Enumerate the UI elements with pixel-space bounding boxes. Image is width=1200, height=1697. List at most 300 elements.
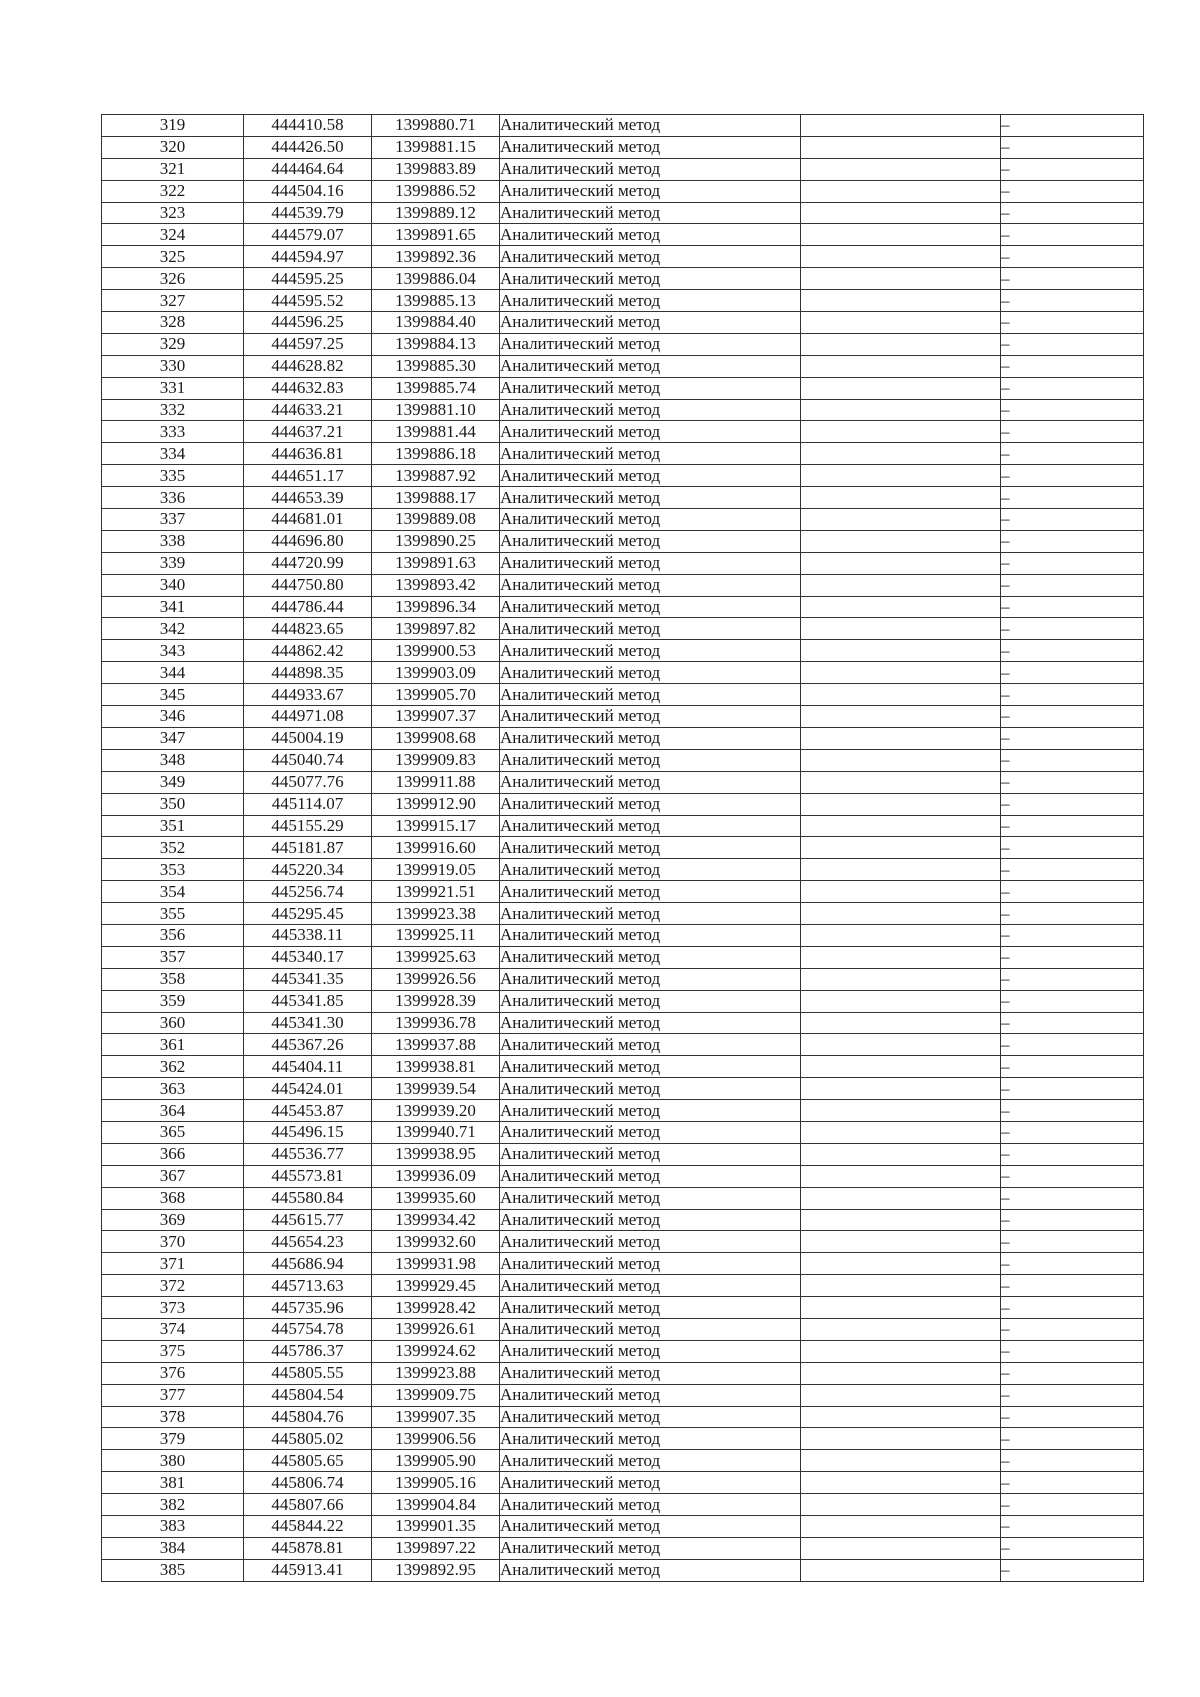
empty-cell [801, 1078, 1001, 1100]
y-coordinate-cell: 1399891.65 [372, 224, 500, 246]
x-coordinate-cell: 445155.29 [244, 815, 372, 837]
point-number-cell: 344 [102, 662, 244, 684]
empty-cell [801, 224, 1001, 246]
method-cell: Аналитический метод [500, 333, 801, 355]
y-coordinate-cell: 1399896.34 [372, 596, 500, 618]
y-coordinate-cell: 1399880.71 [372, 115, 500, 137]
dash-cell: – [1001, 903, 1144, 925]
x-coordinate-cell: 445844.22 [244, 1516, 372, 1538]
point-number-cell: 384 [102, 1537, 244, 1559]
method-cell: Аналитический метод [500, 399, 801, 421]
x-coordinate-cell: 444633.21 [244, 399, 372, 421]
method-cell: Аналитический метод [500, 1100, 801, 1122]
table-row [102, 1034, 1144, 1056]
empty-cell [801, 640, 1001, 662]
dash-cell: – [1001, 1209, 1144, 1231]
y-coordinate-cell: 1399911.88 [372, 771, 500, 793]
table-row [102, 640, 1144, 662]
dash-cell: – [1001, 1078, 1144, 1100]
x-coordinate-cell: 444862.42 [244, 640, 372, 662]
table-row [102, 837, 1144, 859]
x-coordinate-cell: 445804.54 [244, 1384, 372, 1406]
x-coordinate-cell: 445713.63 [244, 1275, 372, 1297]
y-coordinate-cell: 1399932.60 [372, 1231, 500, 1253]
method-cell: Аналитический метод [500, 202, 801, 224]
y-coordinate-cell: 1399928.42 [372, 1297, 500, 1319]
y-coordinate-cell: 1399907.35 [372, 1406, 500, 1428]
point-number-cell: 378 [102, 1406, 244, 1428]
empty-cell [801, 158, 1001, 180]
empty-cell [801, 180, 1001, 202]
empty-cell [801, 552, 1001, 574]
dash-cell: – [1001, 421, 1144, 443]
point-number-cell: 330 [102, 355, 244, 377]
dash-cell: – [1001, 859, 1144, 881]
y-coordinate-cell: 1399926.61 [372, 1318, 500, 1340]
x-coordinate-cell: 444786.44 [244, 596, 372, 618]
method-cell: Аналитический метод [500, 968, 801, 990]
table-row [102, 465, 1144, 487]
x-coordinate-cell: 444628.82 [244, 355, 372, 377]
method-cell: Аналитический метод [500, 1318, 801, 1340]
x-coordinate-cell: 445536.77 [244, 1143, 372, 1165]
point-number-cell: 376 [102, 1362, 244, 1384]
method-cell: Аналитический метод [500, 1078, 801, 1100]
table-row [102, 1450, 1144, 1472]
coordinates-table-body [102, 115, 1144, 1582]
y-coordinate-cell: 1399938.81 [372, 1056, 500, 1078]
x-coordinate-cell: 445805.55 [244, 1362, 372, 1384]
y-coordinate-cell: 1399921.51 [372, 881, 500, 903]
table-row [102, 1494, 1144, 1516]
x-coordinate-cell: 444594.97 [244, 246, 372, 268]
method-cell: Аналитический метод [500, 1253, 801, 1275]
method-cell: Аналитический метод [500, 552, 801, 574]
table-row [102, 618, 1144, 640]
method-cell: Аналитический метод [500, 1406, 801, 1428]
table-row [102, 1121, 1144, 1143]
y-coordinate-cell: 1399883.89 [372, 158, 500, 180]
method-cell: Аналитический метод [500, 1516, 801, 1538]
empty-cell [801, 924, 1001, 946]
x-coordinate-cell: 445453.87 [244, 1100, 372, 1122]
table-row [102, 1362, 1144, 1384]
x-coordinate-cell: 444595.25 [244, 268, 372, 290]
x-coordinate-cell: 444653.39 [244, 487, 372, 509]
dash-cell: – [1001, 1034, 1144, 1056]
empty-cell [801, 487, 1001, 509]
dash-cell: – [1001, 1056, 1144, 1078]
table-row [102, 268, 1144, 290]
y-coordinate-cell: 1399881.44 [372, 421, 500, 443]
dash-cell: – [1001, 640, 1144, 662]
y-coordinate-cell: 1399908.68 [372, 727, 500, 749]
dash-cell: – [1001, 377, 1144, 399]
method-cell: Аналитический метод [500, 1559, 801, 1581]
point-number-cell: 348 [102, 749, 244, 771]
point-number-cell: 349 [102, 771, 244, 793]
table-row [102, 136, 1144, 158]
y-coordinate-cell: 1399889.08 [372, 509, 500, 531]
table-row [102, 224, 1144, 246]
method-cell: Аналитический метод [500, 990, 801, 1012]
x-coordinate-cell: 444597.25 [244, 333, 372, 355]
x-coordinate-cell: 445686.94 [244, 1253, 372, 1275]
dash-cell: – [1001, 815, 1144, 837]
table-row [102, 881, 1144, 903]
dash-cell: – [1001, 312, 1144, 334]
table-row [102, 1384, 1144, 1406]
empty-cell [801, 1143, 1001, 1165]
method-cell: Аналитический метод [500, 443, 801, 465]
x-coordinate-cell: 444596.25 [244, 312, 372, 334]
table-row [102, 924, 1144, 946]
y-coordinate-cell: 1399892.95 [372, 1559, 500, 1581]
empty-cell [801, 968, 1001, 990]
empty-cell [801, 1494, 1001, 1516]
point-number-cell: 332 [102, 399, 244, 421]
point-number-cell: 335 [102, 465, 244, 487]
dash-cell: – [1001, 990, 1144, 1012]
empty-cell [801, 574, 1001, 596]
point-number-cell: 358 [102, 968, 244, 990]
point-number-cell: 372 [102, 1275, 244, 1297]
empty-cell [801, 990, 1001, 1012]
x-coordinate-cell: 445735.96 [244, 1297, 372, 1319]
dash-cell: – [1001, 1318, 1144, 1340]
dash-cell: – [1001, 180, 1144, 202]
point-number-cell: 352 [102, 837, 244, 859]
table-row [102, 1318, 1144, 1340]
table-row [102, 1516, 1144, 1538]
x-coordinate-cell: 445615.77 [244, 1209, 372, 1231]
empty-cell [801, 1362, 1001, 1384]
empty-cell [801, 946, 1001, 968]
dash-cell: – [1001, 1450, 1144, 1472]
method-cell: Аналитический метод [500, 1297, 801, 1319]
dash-cell: – [1001, 355, 1144, 377]
table-row [102, 727, 1144, 749]
point-number-cell: 375 [102, 1340, 244, 1362]
dash-cell: – [1001, 1253, 1144, 1275]
point-number-cell: 334 [102, 443, 244, 465]
y-coordinate-cell: 1399907.37 [372, 706, 500, 728]
table-row [102, 355, 1144, 377]
point-number-cell: 331 [102, 377, 244, 399]
empty-cell [801, 1559, 1001, 1581]
dash-cell: – [1001, 1187, 1144, 1209]
table-row [102, 1078, 1144, 1100]
x-coordinate-cell: 444750.80 [244, 574, 372, 596]
empty-cell [801, 815, 1001, 837]
point-number-cell: 370 [102, 1231, 244, 1253]
point-number-cell: 322 [102, 180, 244, 202]
x-coordinate-cell: 445805.65 [244, 1450, 372, 1472]
x-coordinate-cell: 444632.83 [244, 377, 372, 399]
point-number-cell: 361 [102, 1034, 244, 1056]
method-cell: Аналитический метод [500, 1340, 801, 1362]
method-cell: Аналитический метод [500, 749, 801, 771]
method-cell: Аналитический метод [500, 1494, 801, 1516]
point-number-cell: 343 [102, 640, 244, 662]
y-coordinate-cell: 1399885.30 [372, 355, 500, 377]
y-coordinate-cell: 1399938.95 [372, 1143, 500, 1165]
table-row [102, 859, 1144, 881]
x-coordinate-cell: 445496.15 [244, 1121, 372, 1143]
empty-cell [801, 596, 1001, 618]
y-coordinate-cell: 1399925.11 [372, 924, 500, 946]
point-number-cell: 360 [102, 1012, 244, 1034]
method-cell: Аналитический метод [500, 727, 801, 749]
empty-cell [801, 399, 1001, 421]
x-coordinate-cell: 445913.41 [244, 1559, 372, 1581]
method-cell: Аналитический метод [500, 268, 801, 290]
dash-cell: – [1001, 749, 1144, 771]
point-number-cell: 356 [102, 924, 244, 946]
table-row [102, 1559, 1144, 1581]
y-coordinate-cell: 1399893.42 [372, 574, 500, 596]
method-cell: Аналитический метод [500, 1450, 801, 1472]
point-number-cell: 324 [102, 224, 244, 246]
dash-cell: – [1001, 968, 1144, 990]
dash-cell: – [1001, 268, 1144, 290]
dash-cell: – [1001, 1012, 1144, 1034]
x-coordinate-cell: 445004.19 [244, 727, 372, 749]
method-cell: Аналитический метод [500, 706, 801, 728]
method-cell: Аналитический метод [500, 290, 801, 312]
dash-cell: – [1001, 552, 1144, 574]
x-coordinate-cell: 445654.23 [244, 1231, 372, 1253]
x-coordinate-cell: 445878.81 [244, 1537, 372, 1559]
table-row [102, 1012, 1144, 1034]
y-coordinate-cell: 1399923.88 [372, 1362, 500, 1384]
method-cell: Аналитический метод [500, 771, 801, 793]
y-coordinate-cell: 1399890.25 [372, 530, 500, 552]
method-cell: Аналитический метод [500, 465, 801, 487]
point-number-cell: 373 [102, 1297, 244, 1319]
y-coordinate-cell: 1399884.13 [372, 333, 500, 355]
empty-cell [801, 1406, 1001, 1428]
point-number-cell: 354 [102, 881, 244, 903]
x-coordinate-cell: 445754.78 [244, 1318, 372, 1340]
empty-cell [801, 136, 1001, 158]
x-coordinate-cell: 445341.85 [244, 990, 372, 1012]
method-cell: Аналитический метод [500, 1275, 801, 1297]
x-coordinate-cell: 445424.01 [244, 1078, 372, 1100]
dash-cell: – [1001, 1340, 1144, 1362]
x-coordinate-cell: 444823.65 [244, 618, 372, 640]
empty-cell [801, 1428, 1001, 1450]
dash-cell: – [1001, 706, 1144, 728]
table-row [102, 1231, 1144, 1253]
table-row [102, 706, 1144, 728]
table-row [102, 1537, 1144, 1559]
y-coordinate-cell: 1399912.90 [372, 793, 500, 815]
y-coordinate-cell: 1399897.82 [372, 618, 500, 640]
point-number-cell: 369 [102, 1209, 244, 1231]
empty-cell [801, 443, 1001, 465]
dash-cell: – [1001, 136, 1144, 158]
x-coordinate-cell: 444579.07 [244, 224, 372, 246]
table-row [102, 1297, 1144, 1319]
empty-cell [801, 662, 1001, 684]
point-number-cell: 351 [102, 815, 244, 837]
method-cell: Аналитический метод [500, 530, 801, 552]
dash-cell: – [1001, 465, 1144, 487]
table-row [102, 1253, 1144, 1275]
empty-cell [801, 1297, 1001, 1319]
empty-cell [801, 837, 1001, 859]
empty-cell [801, 771, 1001, 793]
x-coordinate-cell: 445804.76 [244, 1406, 372, 1428]
empty-cell [801, 1209, 1001, 1231]
empty-cell [801, 1516, 1001, 1538]
x-coordinate-cell: 445077.76 [244, 771, 372, 793]
y-coordinate-cell: 1399905.16 [372, 1472, 500, 1494]
empty-cell [801, 1537, 1001, 1559]
dash-cell: – [1001, 837, 1144, 859]
y-coordinate-cell: 1399928.39 [372, 990, 500, 1012]
dash-cell: – [1001, 399, 1144, 421]
dash-cell: – [1001, 1384, 1144, 1406]
empty-cell [801, 421, 1001, 443]
x-coordinate-cell: 444651.17 [244, 465, 372, 487]
point-number-cell: 320 [102, 136, 244, 158]
table-row [102, 1406, 1144, 1428]
dash-cell: – [1001, 530, 1144, 552]
empty-cell [801, 1056, 1001, 1078]
method-cell: Аналитический метод [500, 1187, 801, 1209]
empty-cell [801, 202, 1001, 224]
y-coordinate-cell: 1399915.17 [372, 815, 500, 837]
method-cell: Аналитический метод [500, 355, 801, 377]
dash-cell: – [1001, 924, 1144, 946]
x-coordinate-cell: 444720.99 [244, 552, 372, 574]
empty-cell [801, 793, 1001, 815]
dash-cell: – [1001, 1472, 1144, 1494]
method-cell: Аналитический метод [500, 946, 801, 968]
empty-cell [801, 1121, 1001, 1143]
table-row [102, 399, 1144, 421]
table-row [102, 180, 1144, 202]
dash-cell: – [1001, 1275, 1144, 1297]
point-number-cell: 385 [102, 1559, 244, 1581]
x-coordinate-cell: 444426.50 [244, 136, 372, 158]
y-coordinate-cell: 1399939.54 [372, 1078, 500, 1100]
y-coordinate-cell: 1399888.17 [372, 487, 500, 509]
point-number-cell: 339 [102, 552, 244, 574]
table-row [102, 1143, 1144, 1165]
empty-cell [801, 1384, 1001, 1406]
empty-cell [801, 1187, 1001, 1209]
empty-cell [801, 1450, 1001, 1472]
dash-cell: – [1001, 727, 1144, 749]
empty-cell [801, 881, 1001, 903]
table-row [102, 530, 1144, 552]
empty-cell [801, 115, 1001, 137]
point-number-cell: 355 [102, 903, 244, 925]
dash-cell: – [1001, 1537, 1144, 1559]
point-number-cell: 379 [102, 1428, 244, 1450]
x-coordinate-cell: 444636.81 [244, 443, 372, 465]
point-number-cell: 359 [102, 990, 244, 1012]
x-coordinate-cell: 445040.74 [244, 749, 372, 771]
point-number-cell: 328 [102, 312, 244, 334]
method-cell: Аналитический метод [500, 618, 801, 640]
table-row [102, 771, 1144, 793]
empty-cell [801, 355, 1001, 377]
point-number-cell: 353 [102, 859, 244, 881]
y-coordinate-cell: 1399936.78 [372, 1012, 500, 1034]
y-coordinate-cell: 1399886.04 [372, 268, 500, 290]
y-coordinate-cell: 1399906.56 [372, 1428, 500, 1450]
table-row [102, 815, 1144, 837]
point-number-cell: 357 [102, 946, 244, 968]
table-row [102, 421, 1144, 443]
empty-cell [801, 1275, 1001, 1297]
method-cell: Аналитический метод [500, 136, 801, 158]
empty-cell [801, 1472, 1001, 1494]
y-coordinate-cell: 1399886.18 [372, 443, 500, 465]
dash-cell: – [1001, 596, 1144, 618]
point-number-cell: 321 [102, 158, 244, 180]
point-number-cell: 383 [102, 1516, 244, 1538]
table-row [102, 1472, 1144, 1494]
y-coordinate-cell: 1399934.42 [372, 1209, 500, 1231]
empty-cell [801, 727, 1001, 749]
method-cell: Аналитический метод [500, 158, 801, 180]
y-coordinate-cell: 1399935.60 [372, 1187, 500, 1209]
table-row [102, 1056, 1144, 1078]
method-cell: Аналитический метод [500, 903, 801, 925]
y-coordinate-cell: 1399887.92 [372, 465, 500, 487]
method-cell: Аналитический метод [500, 859, 801, 881]
method-cell: Аналитический метод [500, 487, 801, 509]
method-cell: Аналитический метод [500, 1121, 801, 1143]
dash-cell: – [1001, 115, 1144, 137]
method-cell: Аналитический метод [500, 246, 801, 268]
x-coordinate-cell: 444410.58 [244, 115, 372, 137]
table-row [102, 990, 1144, 1012]
table-row [102, 487, 1144, 509]
point-number-cell: 325 [102, 246, 244, 268]
x-coordinate-cell: 444464.64 [244, 158, 372, 180]
table-row [102, 793, 1144, 815]
dash-cell: – [1001, 946, 1144, 968]
y-coordinate-cell: 1399903.09 [372, 662, 500, 684]
point-number-cell: 342 [102, 618, 244, 640]
method-cell: Аналитический метод [500, 1012, 801, 1034]
empty-cell [801, 706, 1001, 728]
method-cell: Аналитический метод [500, 640, 801, 662]
empty-cell [801, 1012, 1001, 1034]
y-coordinate-cell: 1399931.98 [372, 1253, 500, 1275]
dash-cell: – [1001, 574, 1144, 596]
table-row [102, 684, 1144, 706]
dash-cell: – [1001, 202, 1144, 224]
y-coordinate-cell: 1399916.60 [372, 837, 500, 859]
dash-cell: – [1001, 1165, 1144, 1187]
method-cell: Аналитический метод [500, 574, 801, 596]
method-cell: Аналитический метод [500, 224, 801, 246]
dash-cell: – [1001, 443, 1144, 465]
table-row [102, 115, 1144, 137]
table-row [102, 1187, 1144, 1209]
point-number-cell: 377 [102, 1384, 244, 1406]
dash-cell: – [1001, 487, 1144, 509]
dash-cell: – [1001, 224, 1144, 246]
table-row [102, 290, 1144, 312]
